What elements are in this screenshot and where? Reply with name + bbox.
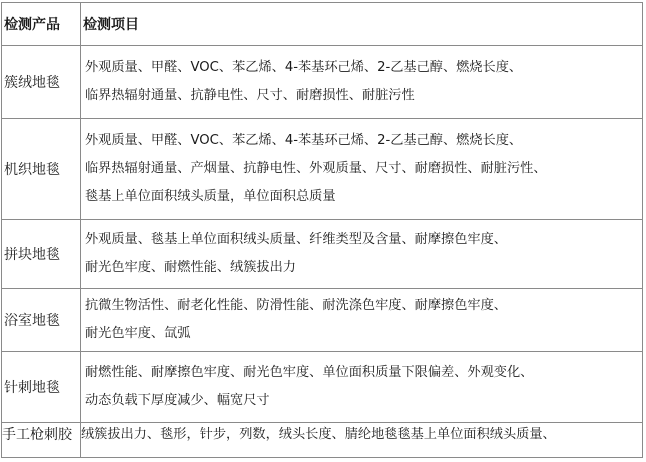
product-cell: 簇绒地毯: [2, 46, 81, 119]
item-line: 毯基上单位面积绒头质量，单位面积总质量: [85, 189, 336, 204]
item-line: 外观质量、甲醛、VOC、苯乙烯、4-苯基环己烯、2-乙基己醇、燃烧长度、: [85, 133, 523, 148]
product-line: 手工枪刺胶: [2, 427, 72, 443]
inspection-table: [1, 2, 643, 458]
product-cell: 针刺地毯: [2, 352, 81, 423]
table-row: [2, 423, 643, 458]
items-cell: [81, 352, 643, 423]
item-line: 外观质量、甲醛、VOC、苯乙烯、4-苯基环己烯、2-乙基己醇、燃烧长度、: [85, 60, 523, 75]
item-line: 抗微生物活性、耐老化性能、防滑性能、耐洗涤色牢度、耐摩擦色牢度、: [85, 298, 507, 313]
product-cell: 机织地毯: [2, 119, 81, 220]
items-cell: [81, 46, 643, 119]
table-row: [2, 220, 643, 289]
product-cell: 浴室地毯: [2, 289, 81, 352]
table-row: [2, 289, 643, 352]
item-line: 外观质量、毯基上单位面积绒头质量、纤维类型及含量、耐摩擦色牢度、: [85, 232, 507, 247]
item-line: 动态负载下厚度减少、幅宽尺寸: [85, 393, 270, 408]
item-line: 耐光色牢度、耐燃性能、绒簇拔出力: [85, 260, 296, 275]
item-line: 耐燃性能、耐摩擦色牢度、耐光色牢度、单位面积质量下限偏差、外观变化、: [85, 365, 534, 380]
table-row: [2, 46, 643, 119]
table-row: [2, 119, 643, 220]
item-line: 绒簇拔出力、毯形，针步，列数，绒头长度、腈纶地毯毯基上单位面积绒头质量、: [81, 427, 556, 442]
item-line: 耐光色牢度、氙弧: [85, 326, 191, 341]
items-cell: [81, 119, 643, 220]
table-header-row: [2, 3, 643, 46]
header-items: 检测项目: [81, 3, 643, 46]
product-cell: [2, 423, 81, 458]
items-cell: [81, 289, 643, 352]
table-row: [2, 352, 643, 423]
item-line: 临界热辐射通量、产烟量、抗静电性、外观质量、尺寸、耐磨损性、耐脏污性、: [85, 161, 547, 176]
header-product: 检测产品: [2, 3, 81, 46]
item-line: 临界热辐射通量、抗静电性、尺寸、耐磨损性、耐脏污性: [85, 88, 415, 103]
items-cell: [81, 423, 643, 458]
items-cell: [81, 220, 643, 289]
product-cell: 拼块地毯: [2, 220, 81, 289]
